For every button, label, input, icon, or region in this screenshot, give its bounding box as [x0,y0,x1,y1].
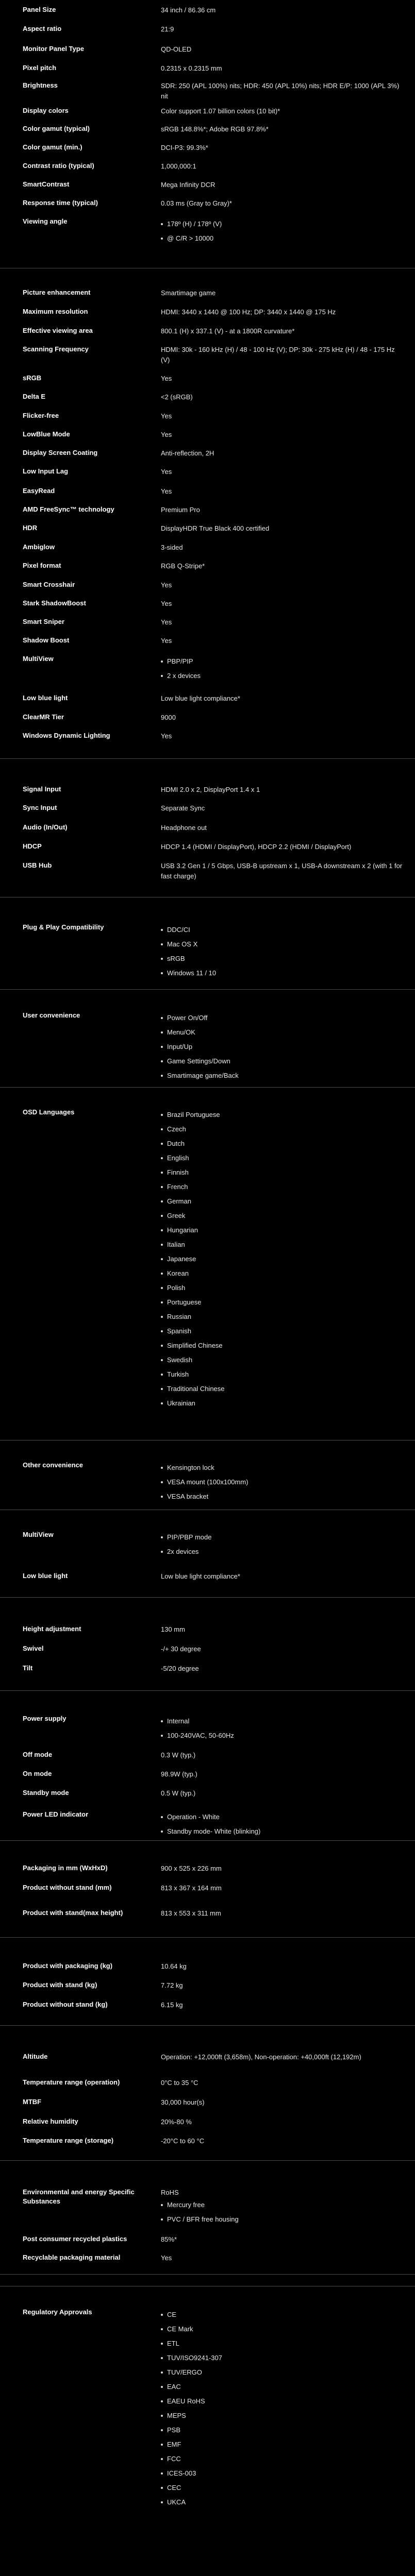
spec-bullet-item: MEPS [161,2409,405,2423]
spec-label: On mode [23,1770,52,1777]
spec-label: sRGB [23,374,42,382]
spec-value [161,1664,405,1674]
spec-value [161,1788,405,1799]
spec-value [161,2188,405,2227]
spec-value [161,654,405,683]
spec-value [161,63,405,74]
spec-value [161,1571,405,1582]
spec-value-text: 34 inch / 86.36 cm [161,6,216,14]
spec-bullet-item: Internal [161,1714,405,1728]
spec-value [161,785,405,795]
spec-value-text: Yes [161,732,172,740]
spec-value-text: 130 mm [161,1625,185,1633]
spec-label: User convenience [23,1011,80,1019]
spec-value [161,2117,405,2127]
spec-value [161,124,405,134]
spec-bullet-item: CE [161,2308,405,2322]
spec-value-text: Yes [161,2254,172,2262]
spec-label: HDR [23,524,38,532]
spec-bullet-item: Portuguese [161,1295,405,1310]
spec-label: Off mode [23,1751,53,1758]
spec-bullet-item: Standby mode- White (blinking) [161,1824,405,1839]
spec-bullet-item: Power On/Off [161,1011,405,1025]
spec-value-text: Separate Sync [161,804,205,812]
spec-bullet-item: PSB [161,2423,405,2437]
spec-label: Recyclable packaging material [23,2253,121,2261]
spec-bullet-item: Brazil Portuguese [161,1108,405,1122]
spec-label: Product with packaging (kg) [23,1962,113,1970]
spec-label: Temperature range (operation) [23,2078,120,2086]
spec-value [161,217,405,246]
spec-value-text: DisplayHDR True Black 400 certified [161,524,270,532]
spec-label: Post consumer recycled plastics [23,2235,127,2243]
spec-value-text: Low blue light compliance* [161,1572,240,1580]
spec-value-text: Operation: +12,000ft (3,658m), Non-operation: +40,000ft (12,192m) [161,2053,361,2061]
spec-value [161,1961,405,1972]
spec-value-text: Anti-reflection, 2H [161,449,214,457]
spec-label: Color gamut (typical) [23,125,90,132]
spec-value-text: Yes [161,618,172,626]
spec-value-text: Yes [161,600,172,607]
spec-label: Other convenience [23,1461,84,1469]
spec-label: Scanning Frequency [23,345,89,353]
spec-bullet-item: 100-240VAC, 50-60Hz [161,1728,405,1743]
spec-value-text: Headphone out [161,824,207,832]
spec-value-text: 0.3 W (typ.) [161,1751,196,1759]
spec-value-text: Yes [161,412,172,420]
spec-label: Sync Input [23,804,57,811]
spec-label: Ambiglow [23,543,55,551]
spec-label: Power LED indicator [23,1810,89,1818]
spec-value-text: Yes [161,581,172,589]
spec-value [161,1769,405,1780]
section-divider [0,2160,415,2161]
spec-label: Contrast ratio (typical) [23,162,94,170]
spec-value [161,143,405,153]
spec-label: LowBlue Mode [23,430,70,438]
spec-label: Tilt [23,1664,33,1672]
spec-value-text: HDMI: 3440 x 1440 @ 100 Hz; DP: 3440 x 1440 @ 175 Hz [161,308,336,316]
spec-value [161,1011,405,1083]
spec-value-text: 85%* [161,2235,177,2243]
spec-bullet-item: UKCA [161,2495,405,2510]
spec-bullet-item: CE Mark [161,2322,405,2336]
spec-label: Maximum resolution [23,308,88,315]
section-divider [0,2274,415,2275]
spec-value-text: 9000 [161,714,176,721]
spec-label: Plug & Play Compatibility [23,923,104,931]
spec-label: MultiView [23,655,54,663]
spec-label: Environmental and energy Specific Substances [23,2188,135,2205]
spec-value-text: 30,000 hour(s) [161,2098,205,2106]
spec-value [161,307,405,317]
spec-bullet-item: Smartimage game/Back [161,1069,405,1083]
spec-bullet-item: Traditional Chinese [161,1382,405,1396]
spec-value-text: 0.5 W (typ.) [161,1789,196,1797]
spec-value [161,411,405,421]
spec-bullet-item: German [161,1194,405,1209]
spec-value [161,713,405,723]
spec-label: Delta E [23,393,46,400]
spec-bullet-item: French [161,1180,405,1194]
spec-label: Flicker-free [23,412,59,419]
spec-bullet-item: Simplified Chinese [161,1338,405,1353]
spec-value [161,2078,405,2088]
spec-value [161,636,405,646]
spec-label: Relative humidity [23,2117,78,2125]
spec-bullet-item: EAC [161,2380,405,2394]
spec-value-text: 6.15 kg [161,2001,183,2009]
spec-bullet-item: VESA bracket [161,1489,405,1504]
spec-label: Brightness [23,81,58,89]
spec-value-text: Yes [161,468,172,476]
spec-value-text: RoHS [161,2189,179,2196]
spec-bullet-item: Russian [161,1310,405,1324]
section-divider [0,1087,415,1088]
spec-label: Low blue light [23,694,68,702]
spec-bullet-item: EMF [161,2437,405,2452]
spec-label: SmartContrast [23,180,70,188]
spec-label: Swivel [23,1645,44,1652]
spec-bullet-item: CEC [161,2481,405,2495]
spec-value [161,467,405,477]
spec-label: Signal Input [23,785,61,793]
spec-bullet-item: English [161,1151,405,1165]
spec-value [161,326,405,336]
spec-value-text: Yes [161,375,172,382]
spec-value-text: 10.64 kg [161,1962,187,1970]
spec-bullet-item: ETL [161,2336,405,2351]
spec-value-text: 0.03 ms (Gray to Gray)* [161,199,232,207]
spec-label: Aspect ratio [23,25,62,32]
spec-bullet-item: @ C/R > 10000 [161,231,405,246]
spec-value-text: Color support 1.07 billion colors (10 bit)* [161,107,280,115]
spec-value [161,803,405,814]
spec-value [161,923,405,980]
spec-value [161,288,405,298]
spec-value-text: 0°C to 35 °C [161,2079,198,2087]
spec-value-text: Low blue light compliance* [161,694,240,702]
spec-value-text: QD-OLED [161,45,192,53]
spec-label: Stark ShadowBoost [23,599,86,607]
spec-value [161,1644,405,1654]
spec-value [161,448,405,459]
spec-bullet-item: Input/Up [161,1040,405,1054]
spec-bullet-item: Polish [161,1281,405,1295]
spec-value [161,1108,405,1411]
spec-label: Pixel pitch [23,64,57,72]
spec-value-text: Yes [161,431,172,438]
spec-value [161,486,405,497]
section-divider [0,1840,415,1841]
spec-label: Packaging in mm (WxHxD) [23,1864,108,1872]
spec-bullet-item: Dutch [161,1137,405,1151]
spec-bullet-item: 2 x devices [161,669,405,683]
spec-value [161,1530,405,1559]
spec-label: AMD FreeSync™ technology [23,505,114,513]
spec-value [161,5,405,15]
spec-label: Low blue light [23,1572,68,1580]
spec-value [161,2308,405,2510]
spec-value [161,1908,405,1919]
spec-value [161,106,405,116]
spec-label: Power supply [23,1715,67,1722]
spec-value [161,161,405,172]
spec-value-text: HDMI 2.0 x 2, DisplayPort 1.4 x 1 [161,786,260,793]
spec-bullet-item: Finnish [161,1165,405,1180]
spec-value-text: HDMI: 30k - 160 kHz (H) / 48 - 100 Hz (V); DP: 30k - 275 kHz (H) / 48 - 175 Hz (V) [161,346,395,364]
spec-value [161,561,405,571]
spec-value [161,44,405,55]
section-divider [0,2025,415,2026]
spec-value [161,523,405,534]
spec-value-text: 98.9W (typ.) [161,1770,197,1778]
spec-label: Pixel format [23,562,61,569]
section-divider [0,1937,415,1938]
spec-bullet-item: Operation - White [161,1810,405,1824]
spec-value [161,842,405,852]
spec-value-text: Yes [161,487,172,495]
spec-label: Audio (In/Out) [23,823,68,831]
spec-label: MTBF [23,2098,42,2106]
spec-value [161,180,405,190]
spec-value-text: -20°C to 60 °C [161,2137,205,2145]
spec-label: Effective viewing area [23,327,93,334]
spec-bullet-item: Greek [161,1209,405,1223]
spec-label: Low Input Lag [23,467,69,475]
spec-label: USB Hub [23,861,52,869]
spec-value [161,861,405,882]
spec-value [161,543,405,553]
spec-label: Viewing angle [23,217,68,225]
section-divider [0,1597,415,1598]
spec-value [161,617,405,628]
spec-bullet-item: Hungarian [161,1223,405,1238]
spec-value [161,2234,405,2245]
spec-bullet-item: EAEU RoHS [161,2394,405,2409]
spec-bullet-item: Windows 11 / 10 [161,966,405,980]
spec-value [161,823,405,833]
spec-label: ClearMR Tier [23,713,64,721]
spec-label: Standby mode [23,1789,69,1797]
spec-value-text: -/+ 30 degree [161,1645,201,1653]
spec-label: Smart Crosshair [23,581,75,588]
spec-value [161,2253,405,2263]
spec-bullet-item: Kensington lock [161,1461,405,1475]
spec-label: Product without stand (mm) [23,1884,112,1891]
spec-bullet-item: TUV/ISO9241-307 [161,2351,405,2365]
spec-value-text: sRGB 148.8%*; Adobe RGB 97.8%* [161,125,269,133]
spec-label: Product with stand (kg) [23,1981,97,1989]
section-divider [0,989,415,990]
spec-value [161,1980,405,1991]
spec-value [161,1461,405,1504]
spec-label: Response time (typical) [23,199,98,207]
spec-bullet-item: PBP/PIP [161,654,405,669]
spec-value-text: RGB Q-Stripe* [161,562,205,570]
spec-bullet-item: Turkish [161,1367,405,1382]
spec-value [161,731,405,741]
spec-label: OSD Languages [23,1108,75,1116]
spec-bullet-item: Czech [161,1122,405,1137]
spec-value [161,1810,405,1839]
spec-bullet-item: PVC / BFR free housing [161,2212,405,2227]
spec-value-text: 21:9 [161,25,174,33]
spec-bullet-item: Italian [161,1238,405,1252]
spec-value [161,599,405,609]
spec-bullet-item: FCC [161,2452,405,2466]
section-divider [0,1690,415,1691]
spec-value-text: 800.1 (H) x 337.1 (V) - at a 1800R curvature* [161,327,295,335]
spec-bullet-item: DDC/CI [161,923,405,937]
spec-label: EasyRead [23,487,55,495]
spec-value [161,1863,405,1874]
spec-value [161,345,405,365]
spec-value [161,374,405,384]
spec-label: Picture enhancement [23,289,91,296]
spec-value-text: DCI-P3: 99.3%* [161,144,208,151]
spec-bullet-item: ICES-003 [161,2466,405,2481]
spec-bullet-item: sRGB [161,952,405,966]
spec-value-text: 813 x 367 x 164 mm [161,1884,222,1892]
spec-value [161,2052,405,2062]
spec-label: Monitor Panel Type [23,45,84,53]
spec-value-text: Smartimage game [161,289,216,297]
spec-label: MultiView [23,1531,54,1538]
spec-value-text: USB 3.2 Gen 1 / 5 Gbps, USB-B upstream x 1, USB-A downstream x 2 (with 1 for fast charge) [161,862,403,880]
spec-label: Display Screen Coating [23,449,98,456]
spec-label: Display colors [23,107,69,114]
spec-bullet-item: Swedish [161,1353,405,1367]
spec-bullet-item: Mercury free [161,2198,405,2212]
spec-value [161,693,405,704]
spec-value-text: -5/20 degree [161,1665,199,1672]
spec-bullet-item: Mac OS X [161,937,405,952]
spec-bullet-item: Ukrainian [161,1396,405,1411]
spec-value-text: 7.72 kg [161,1981,183,1989]
spec-value [161,2097,405,2108]
spec-value [161,505,405,515]
spec-value-text: Yes [161,637,172,645]
spec-value [161,1624,405,1635]
spec-label: Temperature range (storage) [23,2137,114,2144]
spec-bullet-item: Game Settings/Down [161,1054,405,1069]
spec-value [161,24,405,35]
spec-label: HDCP [23,842,42,850]
spec-value [161,1883,405,1893]
spec-label: Regulatory Approvals [23,2308,92,2316]
spec-value-text: 20%-80 % [161,2118,192,2126]
spec-label: Panel Size [23,6,56,13]
spec-bullet-item: Japanese [161,1252,405,1266]
spec-value-text: SDR: 250 (APL 100%) nits; HDR: 450 (APL 10%) nits; HDR E/P: 1000 (APL 3%) nit [161,82,400,100]
spec-value [161,2136,405,2146]
spec-bullet-item: 2x devices [161,1545,405,1559]
section-divider [0,758,415,759]
spec-bullet-item: 178º (H) / 178º (V) [161,217,405,231]
spec-bullet-item: TUV/ERGO [161,2365,405,2380]
spec-value-text: Premium Pro [161,506,200,514]
spec-bullet-item: VESA mount (100x100mm) [161,1475,405,1489]
spec-label: Height adjustment [23,1625,81,1633]
spec-label: Smart Sniper [23,618,64,625]
spec-bullet-item: Spanish [161,1324,405,1338]
spec-bullet-item: Korean [161,1266,405,1281]
spec-value-text: Mega Infinity DCR [161,181,215,189]
spec-value [161,580,405,590]
spec-label: Product with stand(max height) [23,1909,123,1917]
spec-label: Altitude [23,2053,48,2060]
spec-value [161,392,405,402]
spec-value-text: HDCP 1.4 (HDMI / DisplayPort), HDCP 2.2 (HDMI / DisplayPort) [161,843,352,851]
spec-value-text: 900 x 525 x 226 mm [161,1865,222,1872]
spec-label: Product without stand (kg) [23,2001,108,2008]
spec-label: Windows Dynamic Lighting [23,732,110,739]
spec-value [161,430,405,440]
spec-value [161,198,405,209]
spec-value-text: 0.2315 x 0.2315 mm [161,64,222,72]
spec-value-text: 813 x 553 x 311 mm [161,1909,221,1917]
spec-bullet-item: Menu/OK [161,1025,405,1040]
spec-value-text: 1,000,000:1 [161,162,196,170]
spec-value-text: <2 (sRGB) [161,393,193,401]
spec-label: Color gamut (min.) [23,143,82,151]
spec-value [161,81,405,101]
spec-value [161,2000,405,2010]
spec-label: Shadow Boost [23,636,70,644]
spec-value [161,1714,405,1743]
spec-bullet-item: PIP/PBP mode [161,1530,405,1545]
spec-value [161,1750,405,1760]
spec-value-text: 3-sided [161,544,183,551]
